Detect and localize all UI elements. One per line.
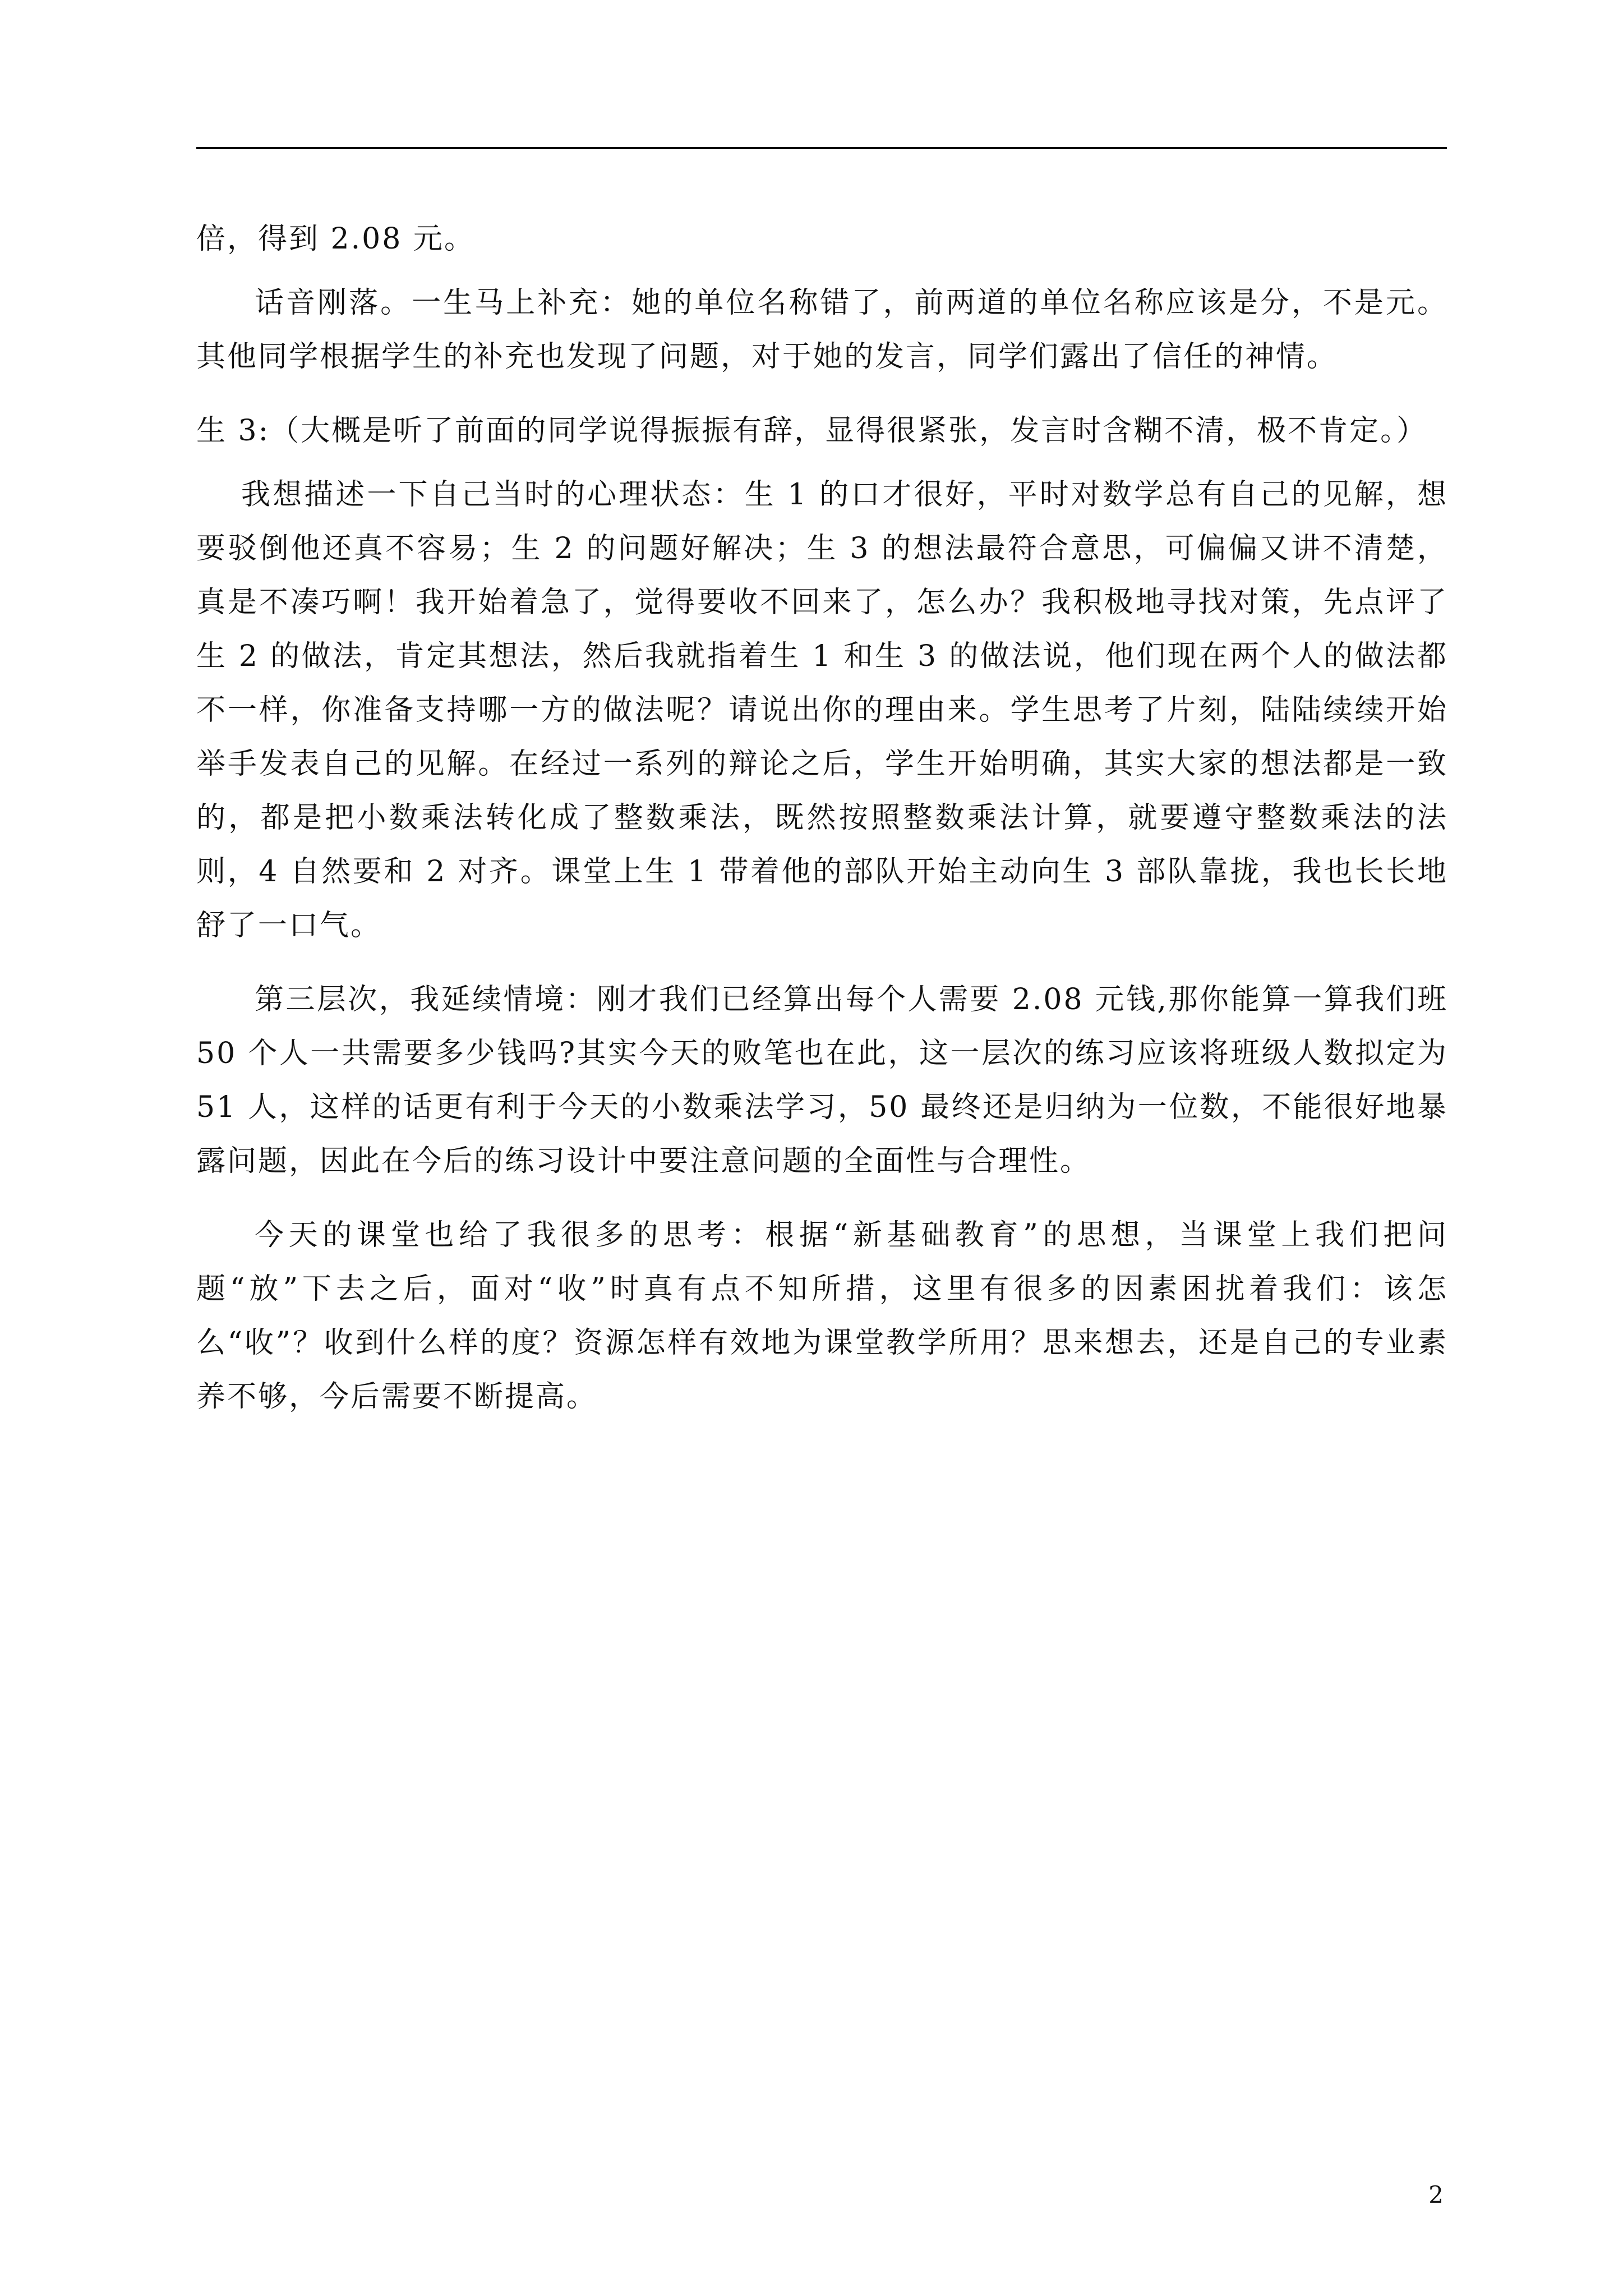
- page-number: 2: [1428, 2181, 1444, 2208]
- paragraph-student-3: 生 3:（大概是听了前面的同学说得振振有辞，显得很紧张，发言时含糊不清，极不肯定。）: [196, 414, 1428, 448]
- header-rule: [196, 147, 1447, 149]
- paragraph-supplement: 话音刚落。一生马上补充：她的单位名称错了，前两道的单位名称应该是分，不是元。其他同学根据学生的补充也发现了问题，对于她的发言，同学们露出了信任的神情。: [196, 286, 1448, 374]
- paragraph-third-level: 第三层次，我延续情境：刚才我们已经算出每个人需要 2.08 元钱,那你能算一算我们班 50 个人一共需要多少钱吗?其实今天的败笔也在此，这一层次的练习应该将班级人数拟定为 51 人，这样的话更有利于今天的小数乘法学习，50 最终还是归纳为一位数，不能很好地暴露问题，因此在今后的练习设计中要注意问题的全面性与合理性。: [196, 983, 1448, 1178]
- paragraph-continuation: 倍，得到 2.08 元。: [196, 222, 475, 256]
- body-text: [196, 212, 1448, 1444]
- paragraph-conclusion: 今天的课堂也给了我很多的思考：根据“新基础教育”的思想，当课堂上我们把问题“放”下去之后，面对“收”时真有点不知所措，这里有很多的因素困扰着我们：该怎么“收”？收到什么样的度？资源怎样有效地为课堂教学所用？思来想去，还是自己的专业素养不够，今后需要不断提高。: [196, 1218, 1448, 1414]
- paragraph-reflection: 我想描述一下自己当时的心理状态：生 1 的口才很好，平时对数学总有自己的见解，想要驳倒他还真不容易；生 2 的问题好解决；生 3 的想法最符合意思，可偏偏又讲不清楚，真是不凑巧啊！我开始着急了，觉得要收不回来了，怎么办？我积极地寻找对策，先点评了生 2 的做法，肯定其想法，然后我就指着生 1 和生 3 的做法说，他们现在两个人的做法都不一样，你准备支持哪一方的做法呢？请说出你的理由来。学生思考了片刻，陆陆续续开始举手发表自己的见解。在经过一系列的辩论之后，学生开始明确，其实大家的想法都是一致的，都是把小数乘法转化成了整数乘法，既然按照整数乘法计算，就要遵守整数乘法的法则，4 自然要和 2 对齐。课堂上生 1 带着他的部队开始主动向生 3 部队靠拢，我也长长地舒了一口气。: [196, 478, 1448, 942]
